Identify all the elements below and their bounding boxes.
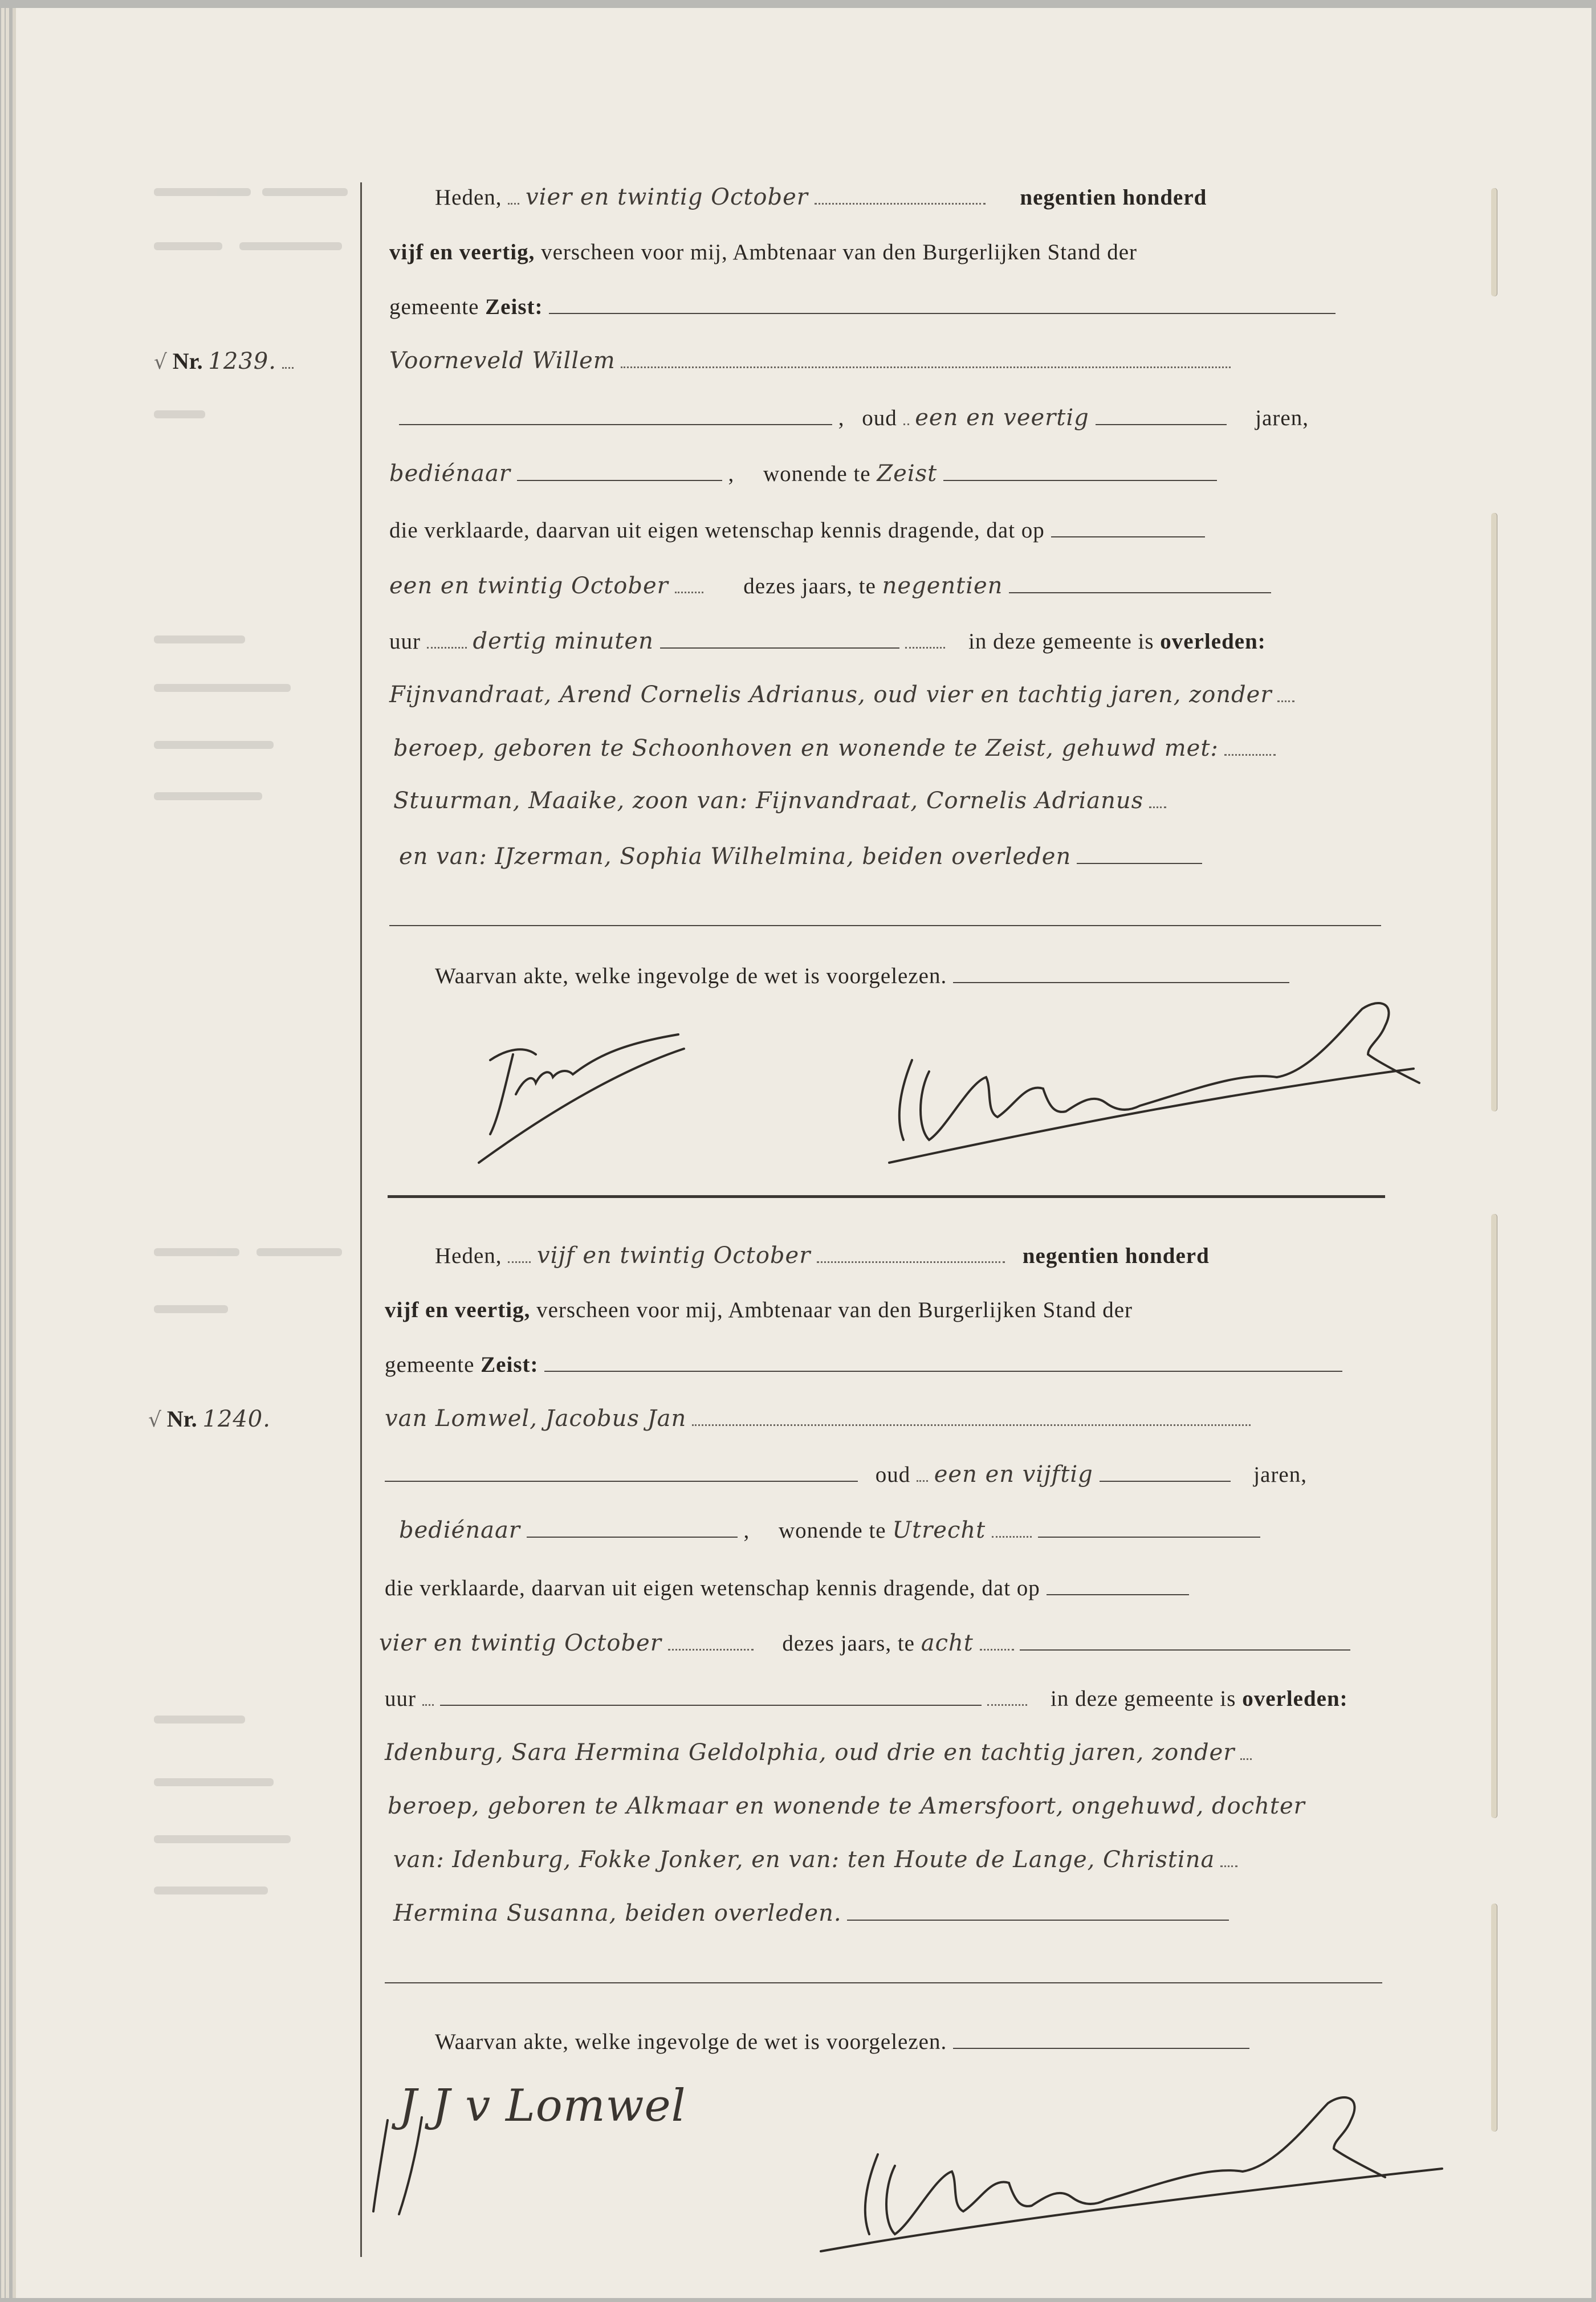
age-line: oud een en vijftig jaren, [385,1461,1307,1488]
record-line-1: Heden, vier en twintig October negentien honderd [435,184,1207,210]
declared-line: die verklaarde, daarvan uit eigen wetenschap kennis dragende, dat op [389,518,1205,543]
time-line: uur in deze gemeente is overleden: [385,1686,1348,1711]
time-line: uur dertig minuten in deze gemeente is overleden: [389,628,1266,654]
record-number: √ Nr. 1239. [154,348,294,374]
declarant-name: van Lomwel, Jacobus Jan [385,1405,687,1432]
closing-line: Waarvan akte, welke ingevolge de wet is voorgelezen. [435,963,1289,989]
show-through-text [154,171,359,1995]
municipality-name: Zeist: [481,1352,539,1377]
deceased-line-2: beroep, geboren te Schoonhoven en wonende te Zeist, gehuwd met: [393,735,1276,761]
record-line-3: gemeente Zeist: [389,294,1336,320]
deceased-line-4: Hermina Susanna, beiden overleden. [393,1900,1229,1926]
declared-line: die verklaarde, daarvan uit eigen wetenschap kennis dragende, dat op [385,1575,1189,1601]
closing-line: Waarvan akte, welke ingevolge de wet is voorgelezen. [435,2029,1249,2055]
record-line-2: vijf en veertig, verscheen voor mij, Ambtenaar van den Burgerlijken Stand der [385,1298,1133,1322]
deceased-line-2: beroep, geboren te Alkmaar en wonende te Amersfoort, ongehuwd, dochter [388,1793,1305,1819]
declarant-line [389,348,1231,374]
check-mark: √ [148,1408,161,1432]
deceased-line-1: Idenburg, Sara Hermina Geldolphia, oud drie en tachtig jaren, zonder [385,1739,1252,1766]
handwritten-date: vier en twintig October [526,184,808,210]
binding-stitch [1491,1214,1497,1818]
occupation-line: bediénaar , wonende te Zeist [389,461,1217,487]
record-line-3: gemeente Zeist: [385,1352,1342,1378]
death-date-line: vier en twintig October dezes jaars, te acht [379,1630,1350,1656]
declarant-signature [473,1020,690,1174]
record-line-2: vijf en veertig, verscheen voor mij, Ambtenaar van den Burgerlijken Stand der [389,240,1137,264]
registrar-signature [809,2075,1448,2263]
blank-line [385,1963,1382,1989]
deceased-line-4: en van: IJzerman, Sophia Wilhelmina, beiden overleden [399,844,1202,870]
page-edge [1,8,5,2298]
age-line: , oud een en veertig jaren, [399,405,1309,431]
deceased-line-3: van: Idenburg, Fokke Jonker, en van: ten Houte de Lange, Christina [393,1847,1237,1873]
margin-rule [360,182,362,2257]
death-date-line: een en twintig October dezes jaars, te negentien [389,573,1271,599]
signature-flourish [365,2109,467,2223]
blank-line [389,906,1381,932]
deceased-line-3: Stuurman, Maaike, zoon van: Fijnvandraat, Cornelis Adrianus [393,788,1166,814]
check-mark: √ [154,351,167,374]
record-line-1: Heden, vijf en twintig October negentien honderd [435,1242,1210,1269]
binding-stitch [1491,1904,1497,2132]
record-separator [388,1195,1385,1198]
occupation-line: bediénaar , wonende te Utrecht [399,1517,1260,1543]
page-edge [6,8,9,2298]
handwritten-date: vijf en twintig October [537,1242,811,1269]
declarant-signature: J J v Lomwel [399,2080,686,2132]
declarant-name: Voorneveld Willem [389,348,616,374]
registrar-signature [878,992,1425,1174]
deceased-line-1: Fijnvandraat, Arend Cornelis Adrianus, oud vier en tachtig jaren, zonder [389,682,1294,708]
record-number: √ Nr. 1240. [148,1406,271,1432]
municipality-name: Zeist: [485,295,543,319]
binding-stitch [1491,513,1497,1111]
binding-stitch [1491,188,1497,296]
declarant-line [385,1405,1251,1432]
